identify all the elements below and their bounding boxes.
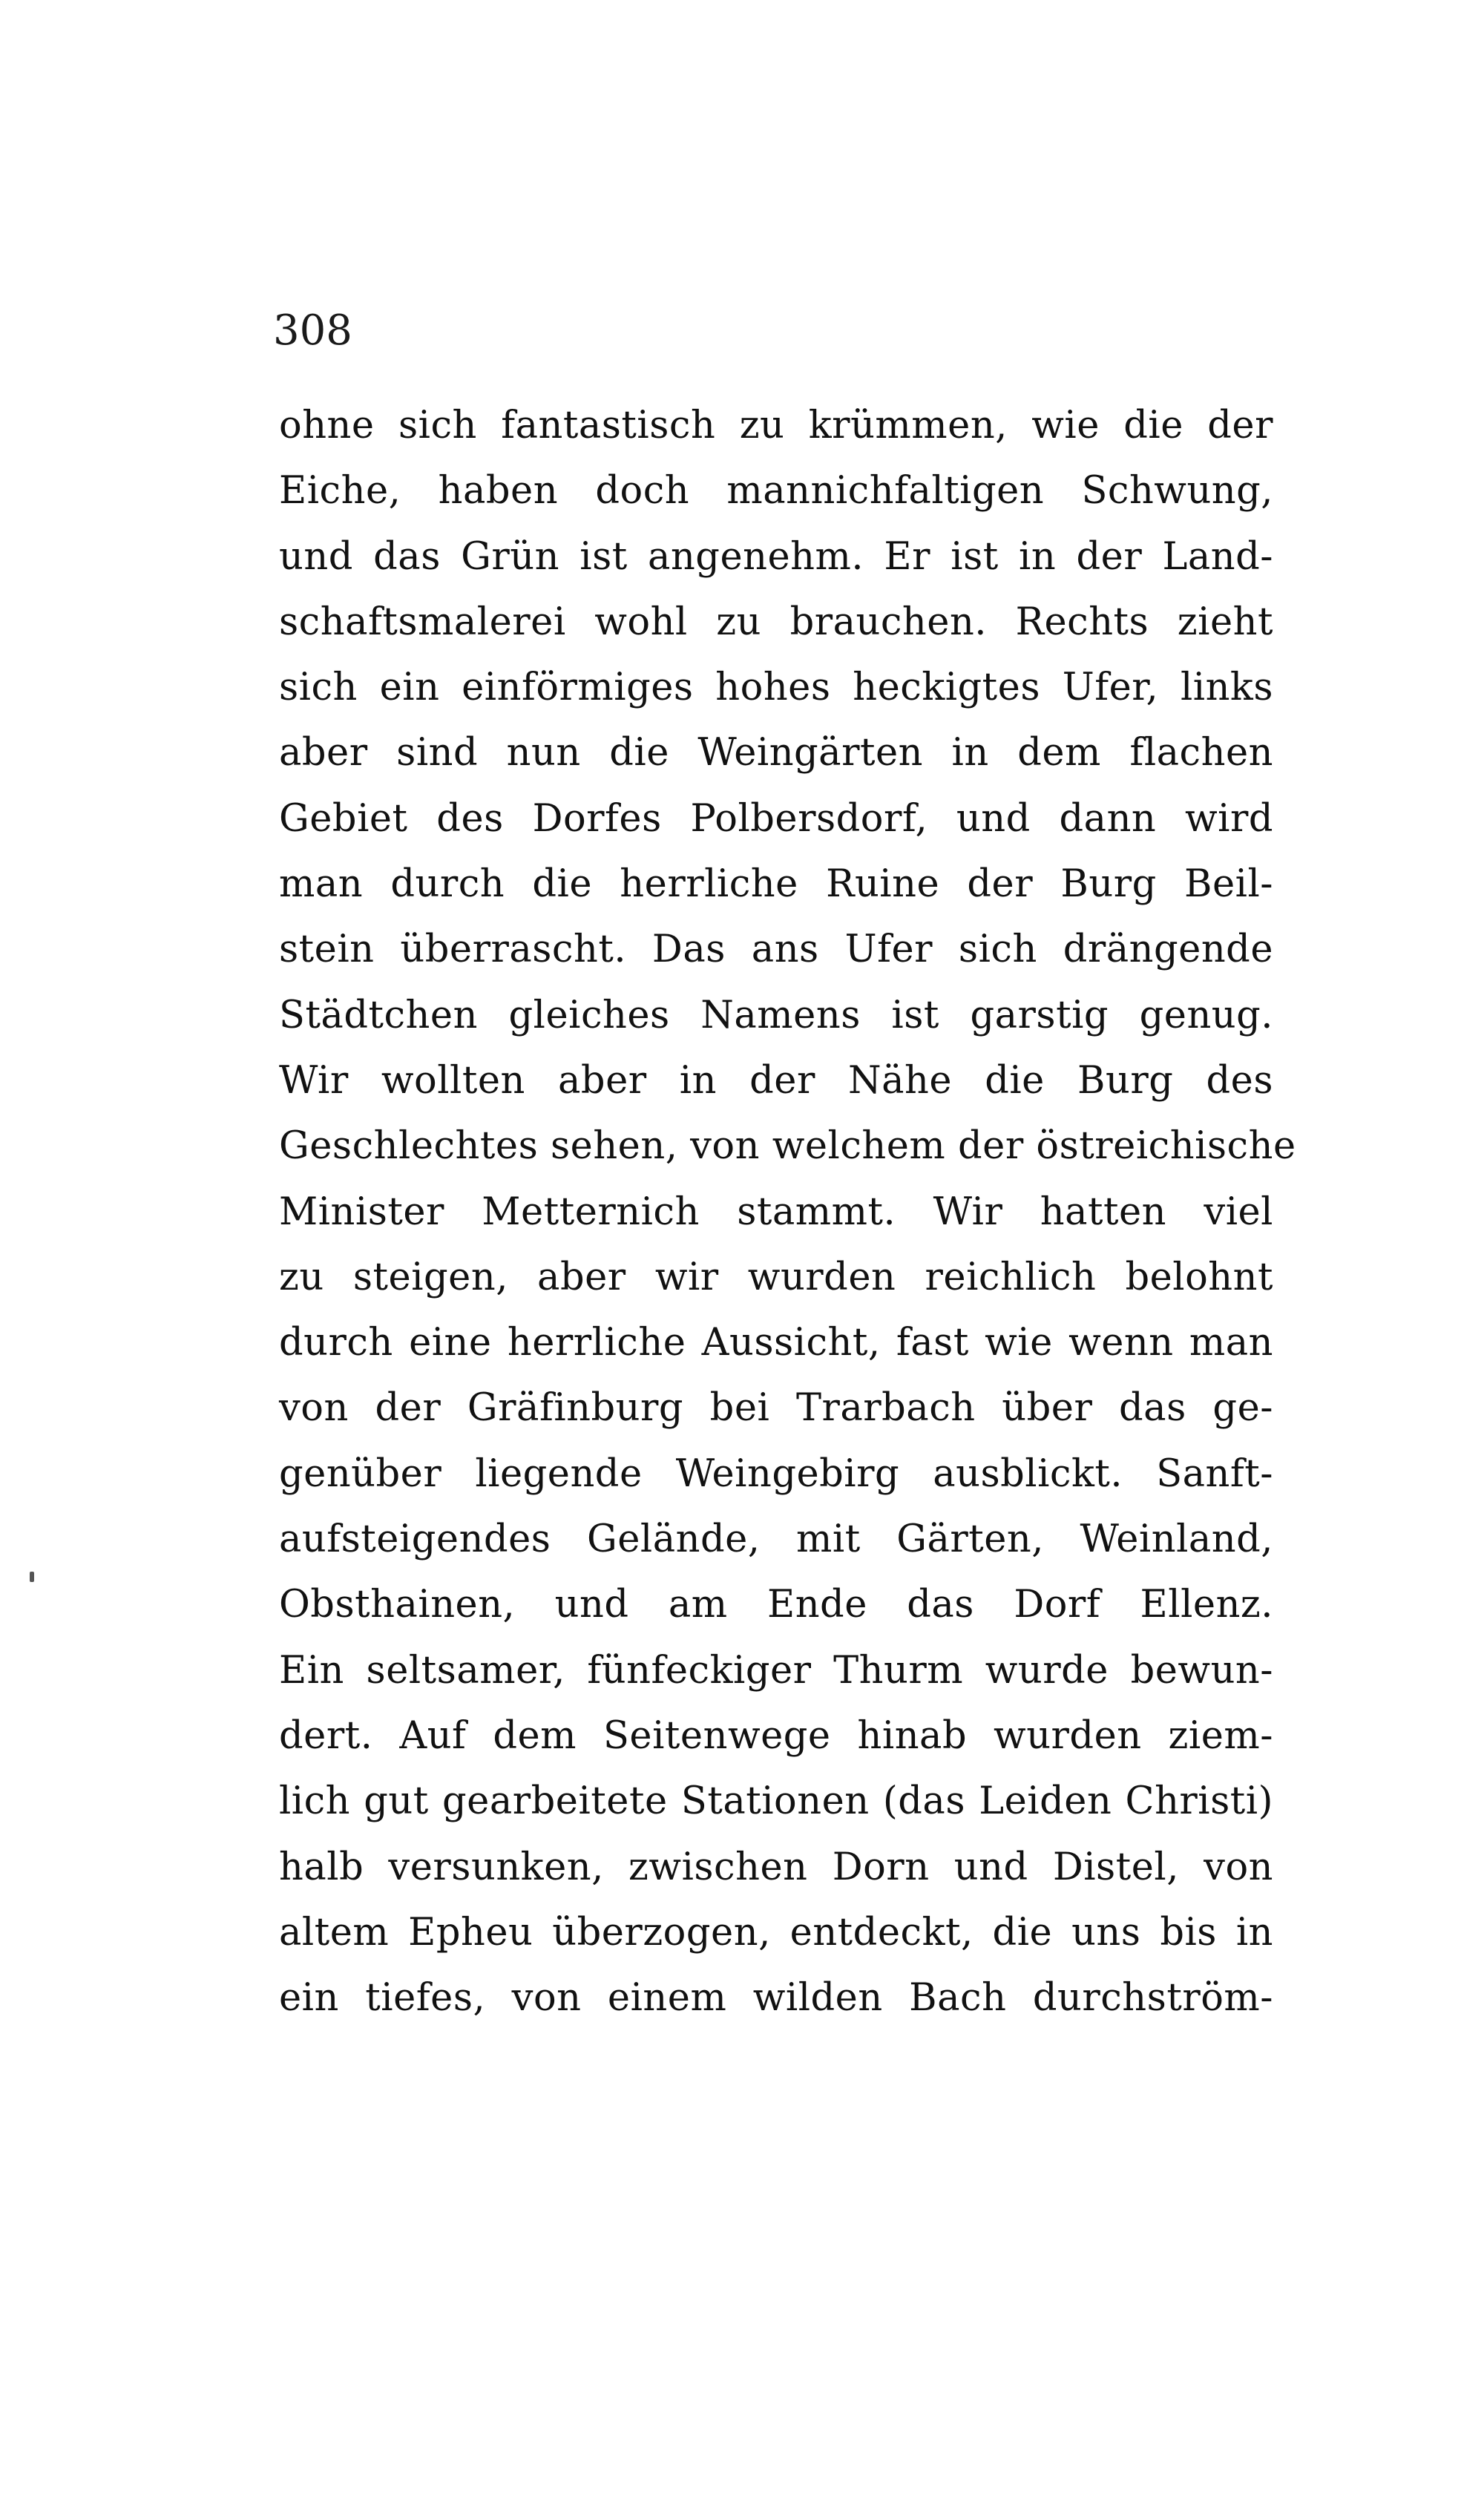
text-line: halb versunken, zwischen Dorn und Distel, von xyxy=(279,1845,1273,1889)
text-line: schaftsmalerei wohl zu brauchen. Rechts zieht xyxy=(279,600,1273,644)
text-line: Wir wollten aber in der Nähe die Burg des xyxy=(279,1058,1273,1103)
text-line: genüber liegende Weingebirg ausblickt. Sanft- xyxy=(279,1451,1273,1496)
text-line: aufsteigendes Gelände, mit Gärten, Weinland, xyxy=(279,1517,1273,1562)
text-line: Ein seltsamer, fünfeckiger Thurm wurde bewun- xyxy=(279,1648,1273,1693)
body-text xyxy=(279,393,1296,2031)
text-line: Städtchen gleiches Namens ist garstig genug. xyxy=(279,993,1273,1037)
text-line: Geschlechtes sehen, von welchem der östreichische xyxy=(279,1124,1296,1169)
text-line: zu steigen, aber wir wurden reichlich belohnt xyxy=(279,1255,1273,1299)
text-line: von der Gräfinburg bei Trarbach über das ge- xyxy=(279,1386,1273,1431)
text-line: durch eine herrliche Aussicht, fast wie wenn man xyxy=(279,1321,1273,1365)
text-line: ein tiefes, von einem wilden Bach durchström- xyxy=(279,1976,1273,2021)
text-line: sich ein einförmiges hohes heckigtes Ufer, links xyxy=(279,666,1273,710)
text-line: Gebiet des Dorfes Polbersdorf, und dann wird xyxy=(279,796,1273,841)
text-line: Eiche, haben doch mannichfaltigen Schwung, xyxy=(279,469,1273,513)
text-line: Minister Metternich stammt. Wir hatten viel xyxy=(279,1189,1273,1234)
text-line: ohne sich fantastisch zu krümmen, wie die der xyxy=(279,404,1273,447)
text-line: dert. Auf dem Seitenwege hinab wurden ziem- xyxy=(279,1713,1273,1758)
text-line: und das Grün ist angenehm. Er ist in der Land- xyxy=(279,534,1273,579)
text-line: stein überrascht. Das ans Ufer sich drängende xyxy=(279,928,1273,972)
text-line: man durch die herrliche Ruine der Burg Beil- xyxy=(279,862,1273,907)
page-number: 308 xyxy=(273,306,352,355)
stray-ink-mark xyxy=(30,1572,34,1582)
text-line: altem Epheu überzogen, entdeckt, die uns bis in xyxy=(279,1910,1273,1955)
text-line: lich gut gearbeitete Stationen (das Leiden Christi) xyxy=(279,1779,1273,1824)
text-line: Obsthainen, und am Ende das Dorf Ellenz. xyxy=(279,1583,1273,1627)
text-line: aber sind nun die Weingärten in dem flachen xyxy=(279,731,1273,775)
